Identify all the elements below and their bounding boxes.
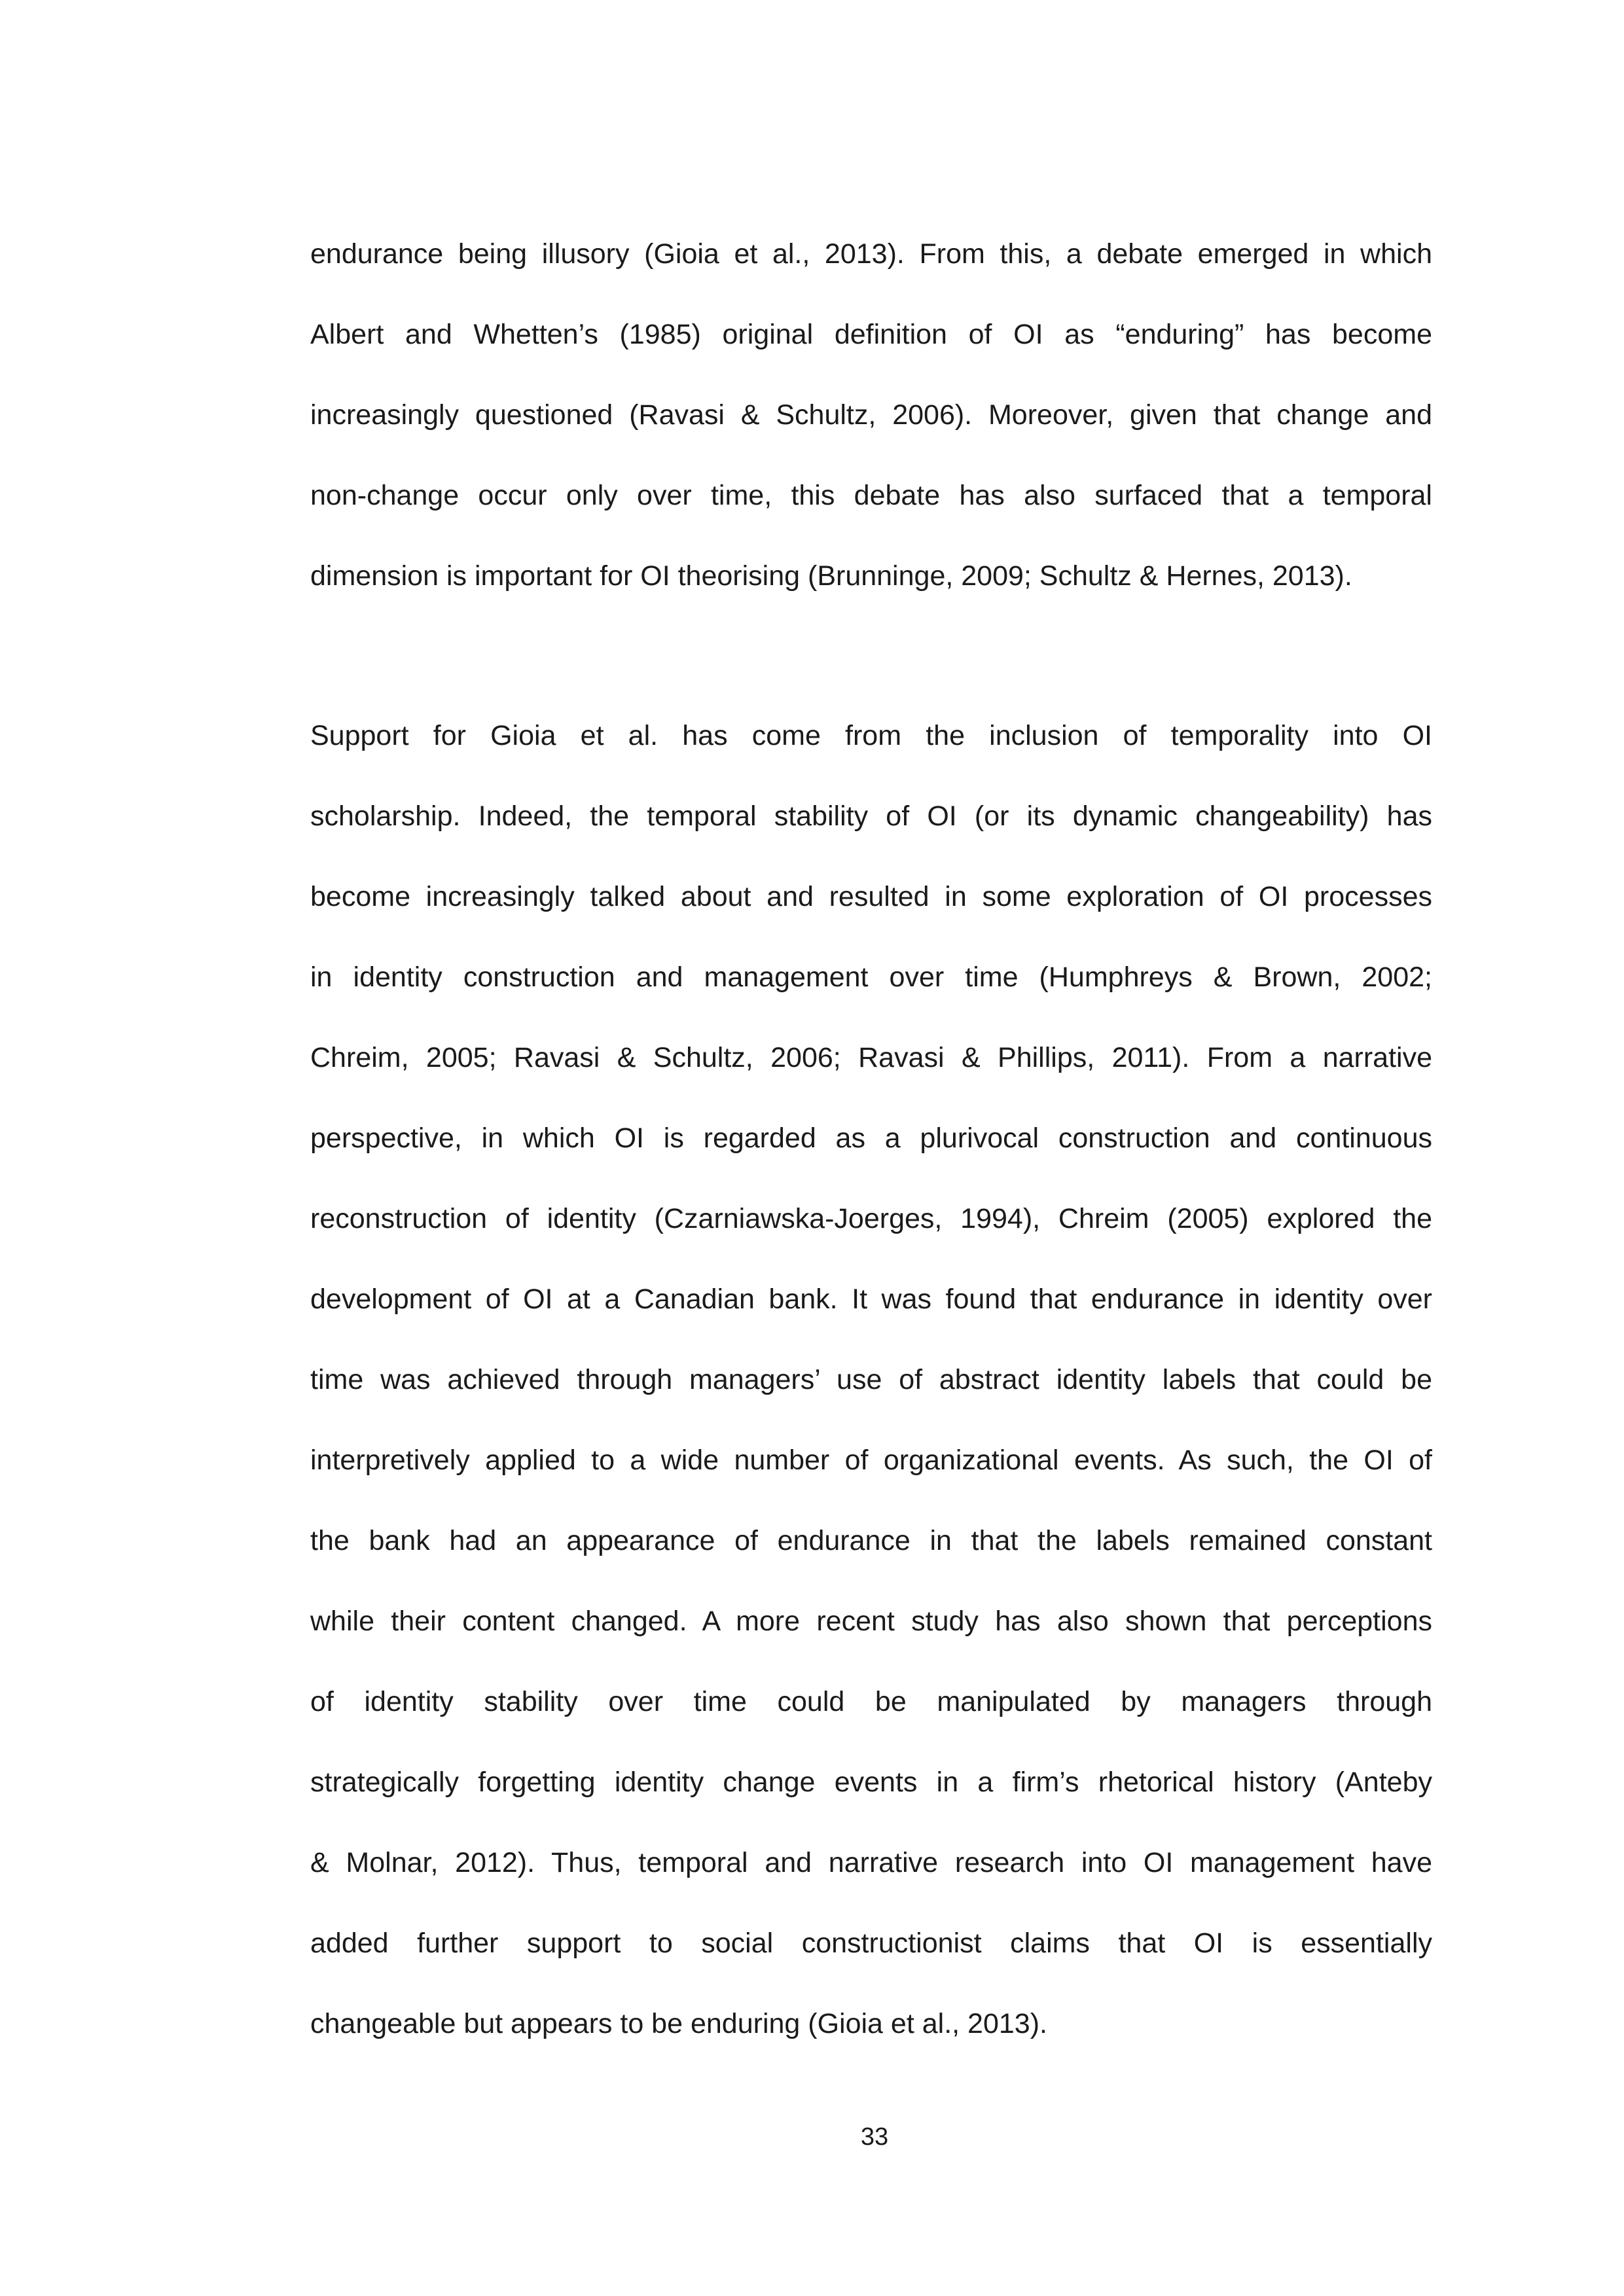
paragraph-line: while their content changed. A more recent study has also shown that perceptions — [310, 1605, 1432, 1637]
paragraph-line: become increasingly talked about and resulted in some exploration of OI processes — [310, 881, 1432, 912]
paragraph-line: non-change occur only over time, this debate has also surfaced that a temporal — [310, 480, 1432, 511]
paragraph-line: in identity construction and management over time (Humphreys & Brown, 2002; — [310, 961, 1432, 993]
paragraph-line: interpretively applied to a wide number of organizational events. As such, the OI of — [310, 1444, 1432, 1476]
paragraph-line: of identity stability over time could be manipulated by managers through — [310, 1686, 1432, 1717]
paragraph-line: the bank had an appearance of endurance in that the labels remained constant — [310, 1525, 1432, 1556]
paragraph-line: Albert and Whetten’s (1985) original definition of OI as “enduring” has become — [310, 319, 1432, 350]
paragraph-line: reconstruction of identity (Czarniawska-Joerges, 1994), Chreim (2005) explored the — [310, 1203, 1432, 1234]
paragraph-line: Chreim, 2005; Ravasi & Schultz, 2006; Ravasi & Phillips, 2011). From a narrative — [310, 1042, 1432, 1073]
paragraph-line: scholarship. Indeed, the temporal stability of OI (or its dynamic changeability) has — [310, 800, 1432, 832]
paragraph-line: endurance being illusory (Gioia et al., 2013). From this, a debate emerged in which — [310, 238, 1432, 270]
paragraph-line: time was achieved through managers’ use of abstract identity labels that could be — [310, 1364, 1432, 1395]
paragraph-line: strategically forgetting identity change events in a firm’s rhetorical history (Anteby — [310, 1767, 1432, 1798]
paragraph-line: dimension is important for OI theorising (Brunninge, 2009; Schultz & Hernes, 2013). — [310, 560, 1352, 592]
paragraph-1 — [310, 214, 1432, 617]
paragraph-2 — [310, 696, 1432, 2064]
paragraph-line: added further support to social constructionist claims that OI is essentially — [310, 1928, 1432, 1959]
paragraph-line: & Molnar, 2012). Thus, temporal and narrative research into OI management have — [310, 1847, 1432, 1878]
paragraph-line: changeable but appears to be enduring (Gioia et al., 2013). — [310, 2008, 1047, 2039]
paragraph-line: development of OI at a Canadian bank. It was found that endurance in identity over — [310, 1283, 1432, 1315]
paragraph-line: increasingly questioned (Ravasi & Schultz, 2006). Moreover, given that change and — [310, 399, 1432, 431]
paragraph-line: Support for Gioia et al. has come from the inclusion of temporality into OI — [310, 720, 1432, 751]
paragraph-line: perspective, in which OI is regarded as a plurivocal construction and continuous — [310, 1122, 1432, 1154]
page-number: 33 — [860, 2123, 889, 2151]
